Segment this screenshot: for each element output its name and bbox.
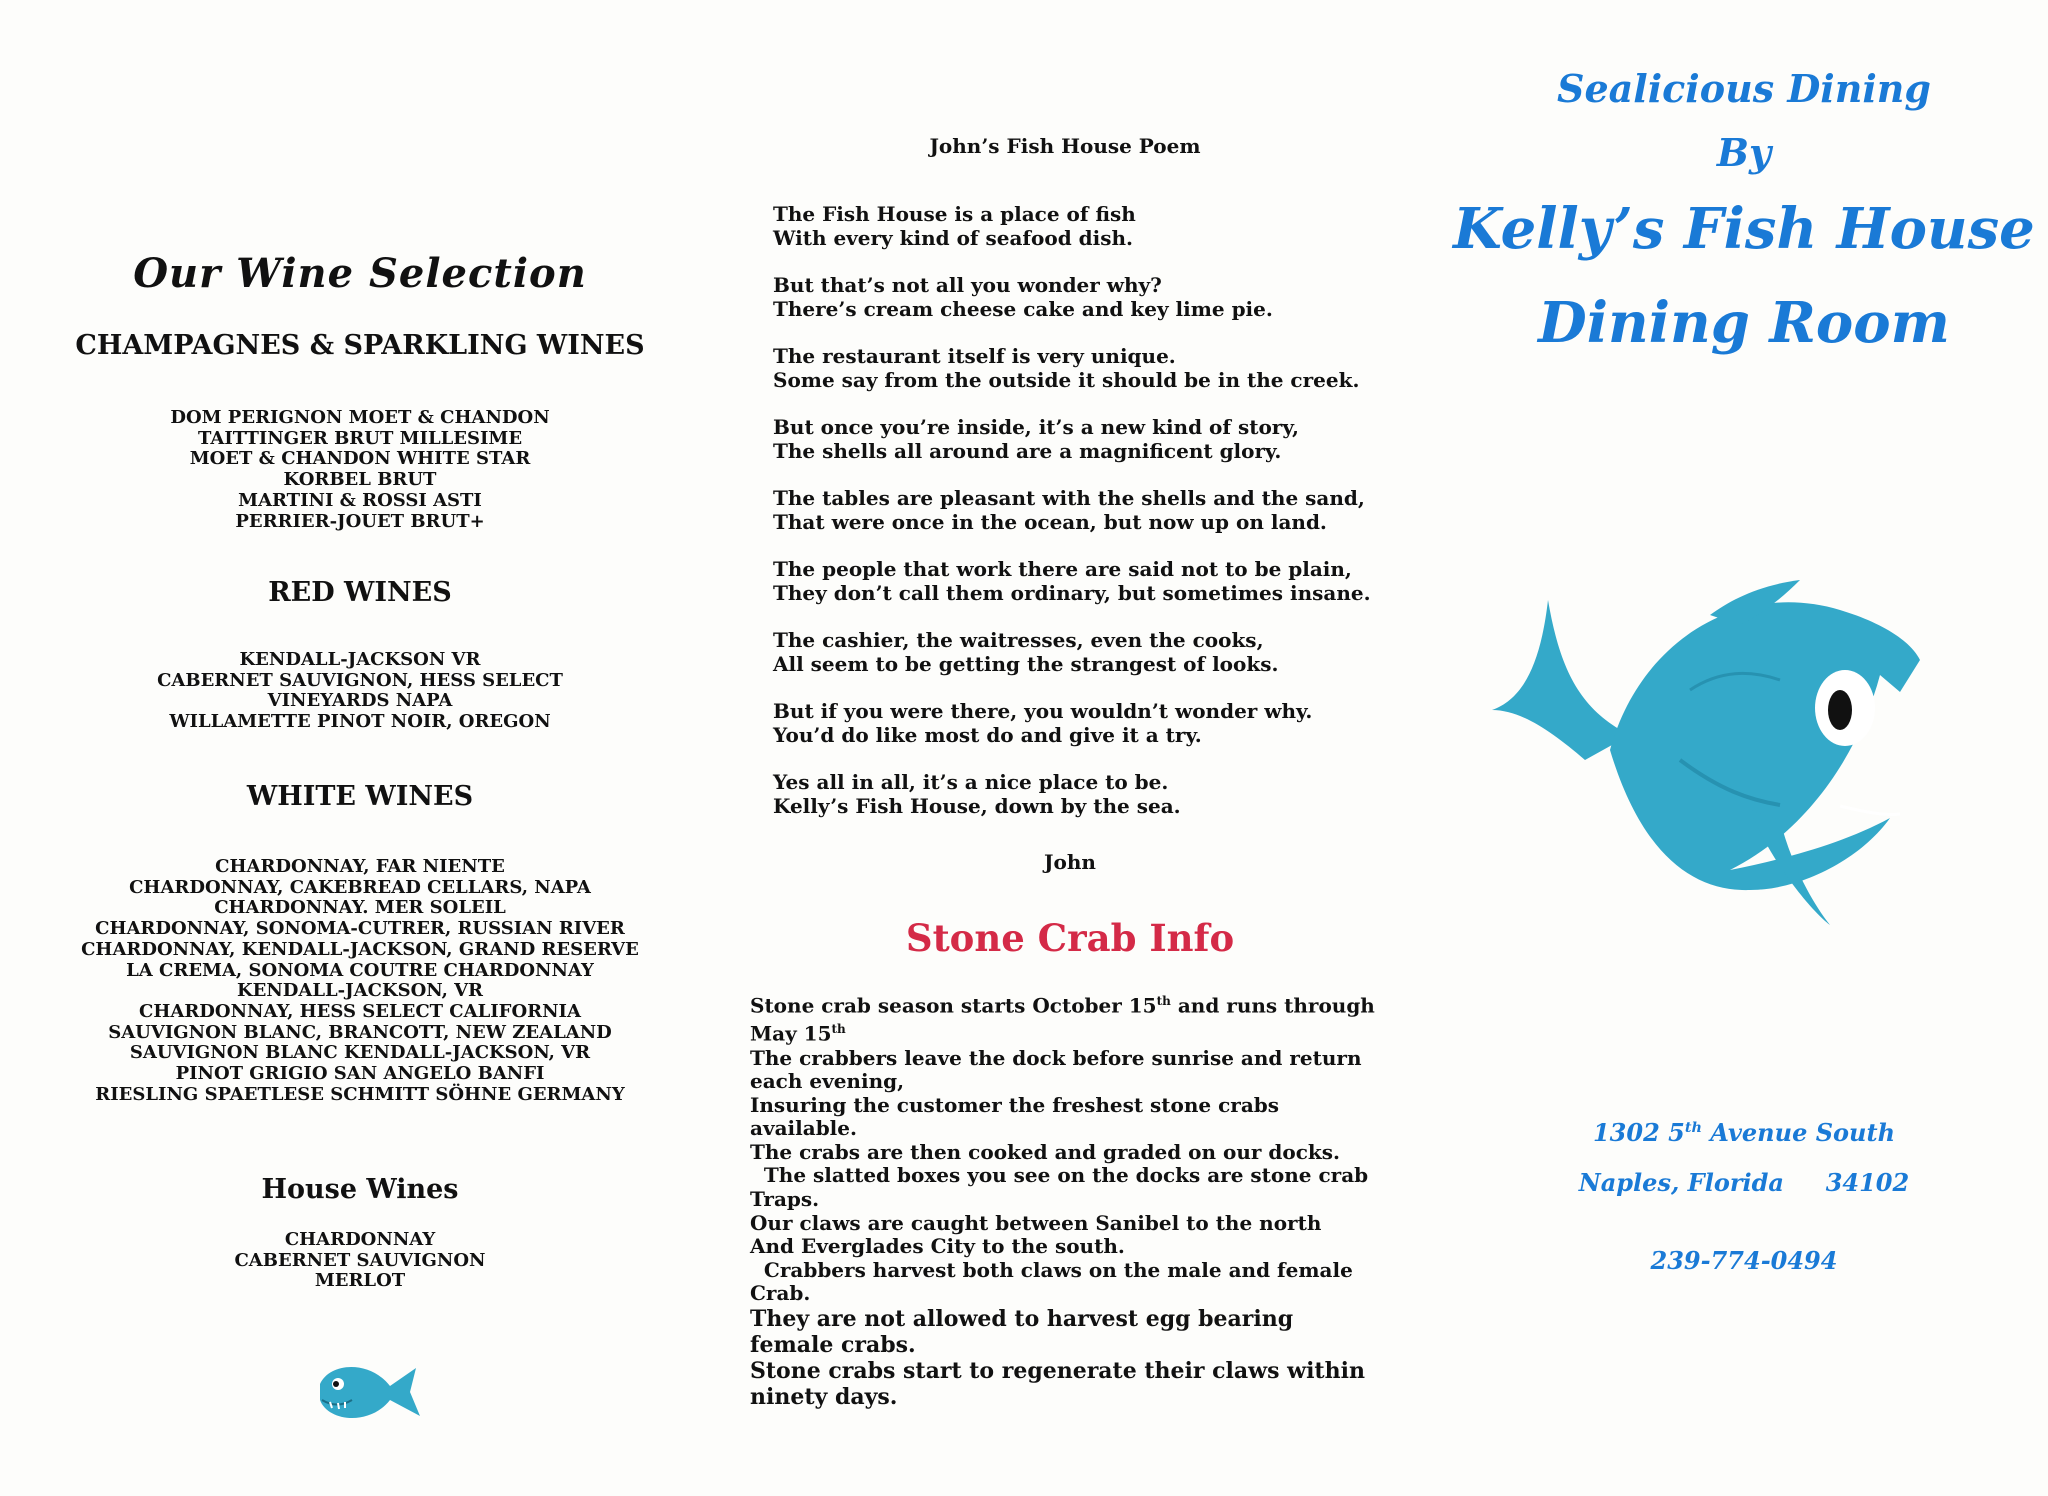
stone-crab-info — [750, 990, 1430, 1410]
poem-stanza — [773, 415, 1413, 463]
list-item: KORBEL BRUT — [283, 469, 437, 491]
crab-line: May 15th — [750, 1021, 846, 1046]
poem-line: But if you were there, you wouldn’t wonder why. — [773, 699, 1313, 723]
red-wines-list — [0, 650, 720, 733]
poem-line: But once you’re inside, it’s a new kind of story, — [773, 415, 1299, 439]
list-item: CHARDONNAY, SONOMA-CUTRER, RUSSIAN RIVER — [95, 918, 625, 940]
address-line-1: 1302 5th Avenue South — [1592, 1118, 1896, 1147]
list-item: CHARDONNAY, CAKEBREAD CELLARS, NAPA — [129, 876, 591, 898]
list-item: PINOT GRIGIO SAN ANGELO BANFI — [175, 1063, 545, 1085]
poem-stanza — [773, 344, 1413, 392]
list-item: KENDALL-JACKSON VR — [239, 649, 481, 670]
crab-line: Insuring the customer the freshest stone crabs — [750, 1092, 1280, 1117]
poem-line: The Fish House is a place of fish — [773, 202, 1136, 226]
poem-line: The tables are pleasant with the shells and the sand, — [773, 486, 1365, 510]
list-item: MERLOT — [314, 1270, 406, 1292]
crab-line: Traps. — [750, 1187, 820, 1212]
crab-line: Our claws are caught between Sanibel to the north — [750, 1210, 1322, 1235]
list-item: KENDALL-JACKSON, VR — [236, 980, 484, 1002]
fish-logo-icon — [1480, 560, 1960, 940]
list-item: SAUVIGNON BLANC, BRANCOTT, NEW ZEALAND — [108, 1021, 612, 1043]
list-item: SAUVIGNON BLANC KENDALL-JACKSON, VR — [129, 1042, 591, 1064]
list-item: WILLAMETTE PINOT NOIR, OREGON — [169, 711, 551, 733]
stone-crab-title: Stone Crab Info — [905, 916, 1235, 960]
poem-title: John’s Fish House Poem — [929, 134, 1201, 158]
brand-by: By — [1716, 130, 1772, 175]
wine-title: Our Wine Selection — [133, 250, 587, 297]
crab-line: Crabbers harvest both claws on the male and female — [750, 1257, 1353, 1282]
crab-line: Stone crab season starts October 15th and runs through — [750, 993, 1375, 1018]
crab-line: Stone crabs start to regenerate their claws within — [750, 1358, 1365, 1385]
poem-stanza — [773, 628, 1413, 676]
list-item: VINEYARDS NAPA — [267, 690, 453, 712]
crab-line: The crabs are then cooked and graded on our docks. — [750, 1139, 1340, 1164]
poem-stanza — [773, 699, 1413, 747]
list-item: CHARDONNAY, KENDALL-JACKSON, GRAND RESERVE — [81, 938, 639, 960]
list-item: LA CREMA, SONOMA COUTRE CHARDONNAY — [126, 959, 594, 981]
list-item: DOM PERIGNON MOET & CHANDON — [170, 407, 550, 428]
dining-room-title: Dining Room — [1538, 290, 1950, 356]
poem-line: You’d do like most do and give it a try. — [773, 723, 1202, 747]
white-wines-list — [0, 857, 720, 1105]
poem-stanza — [773, 770, 1413, 818]
poem-line: Some say from the outside it should be in the creek. — [773, 368, 1360, 392]
list-item: TAITTINGER BRUT MILLESIME — [197, 427, 523, 449]
list-item: MARTINI & ROSSI ASTI — [238, 489, 482, 511]
poem-line: Kelly’s Fish House, down by the sea. — [773, 794, 1181, 818]
house-wines-heading: House Wines — [261, 1174, 459, 1205]
brand-tagline: Sealicious Dining — [1557, 66, 1931, 111]
brand-panel — [1440, 0, 2048, 1496]
white-wines-heading: WHITE WINES — [246, 781, 474, 812]
poem-line: But that’s not all you wonder why? — [773, 273, 1162, 297]
list-item: CABERNET SAUVIGNON, HESS SELECT — [157, 669, 563, 691]
poem-line: The restaurant itself is very unique. — [773, 344, 1176, 368]
champagne-list — [0, 408, 720, 532]
crab-line: The slatted boxes you see on the docks are stone crab — [750, 1163, 1369, 1188]
crab-line: each evening, — [750, 1069, 905, 1094]
champagne-heading: CHAMPAGNES & SPARKLING WINES — [75, 330, 645, 361]
crab-line: female crabs. — [750, 1332, 916, 1359]
red-wines-heading: RED WINES — [268, 577, 452, 608]
poem-line: The shells all around are a magnificent glory. — [773, 439, 1282, 463]
poem-line: Yes all in all, it’s a nice place to be. — [773, 770, 1169, 794]
poem-stanza — [773, 486, 1413, 534]
list-item: PERRIER-JOUET BRUT+ — [235, 510, 485, 532]
list-item: CHARDONNAY, HESS SELECT CALIFORNIA — [139, 1000, 581, 1022]
poem-stanza — [773, 557, 1413, 605]
crab-line: They are not allowed to harvest egg bearing — [750, 1306, 1294, 1333]
poem-stanza — [773, 273, 1413, 321]
poem-body — [773, 202, 1413, 841]
poem-line: There’s cream cheese cake and key lime pie. — [773, 297, 1273, 321]
list-item: CHARDONNAY. MER SOLEIL — [214, 897, 506, 919]
poem-line: The cashier, the waitresses, even the cooks, — [773, 628, 1264, 652]
poem-line: With every kind of seafood dish. — [773, 226, 1134, 250]
list-item: CABERNET SAUVIGNON — [234, 1249, 486, 1271]
small-fish-icon — [312, 1354, 424, 1428]
poem-line: That were once in the ocean, but now up on land. — [773, 510, 1327, 534]
wine-panel — [0, 0, 720, 1496]
poem-line: They don’t call them ordinary, but sometimes insane. — [773, 581, 1371, 605]
poem-line: All seem to be getting the strangest of looks. — [773, 652, 1279, 676]
list-item: CHARDONNAY, FAR NIENTE — [215, 856, 505, 877]
crab-line: ninety days. — [750, 1384, 898, 1411]
list-item: CHARDONNAY — [284, 1229, 436, 1250]
crab-line: available. — [750, 1116, 857, 1141]
poem-crab-panel — [720, 0, 1440, 1496]
crab-line: Crab. — [750, 1281, 811, 1306]
list-item: RIESLING SPAETLESE SCHMITT SÖHNE GERMANY — [95, 1083, 625, 1105]
address-line-2: Naples, Florida 34102 — [1578, 1168, 1910, 1197]
phone-number: 239-774-0494 — [1650, 1246, 1838, 1275]
poem-stanza — [773, 202, 1413, 250]
restaurant-name: Kelly’s Fish House — [1453, 196, 2035, 262]
crab-line: The crabbers leave the dock before sunrise and return — [750, 1045, 1362, 1070]
poem-signature: John — [1044, 850, 1096, 874]
house-wines-list — [0, 1230, 720, 1292]
poem-line: The people that work there are said not to be plain, — [773, 557, 1352, 581]
crab-line: And Everglades City to the south. — [750, 1234, 1125, 1259]
list-item: MOET & CHANDON WHITE STAR — [189, 448, 531, 470]
